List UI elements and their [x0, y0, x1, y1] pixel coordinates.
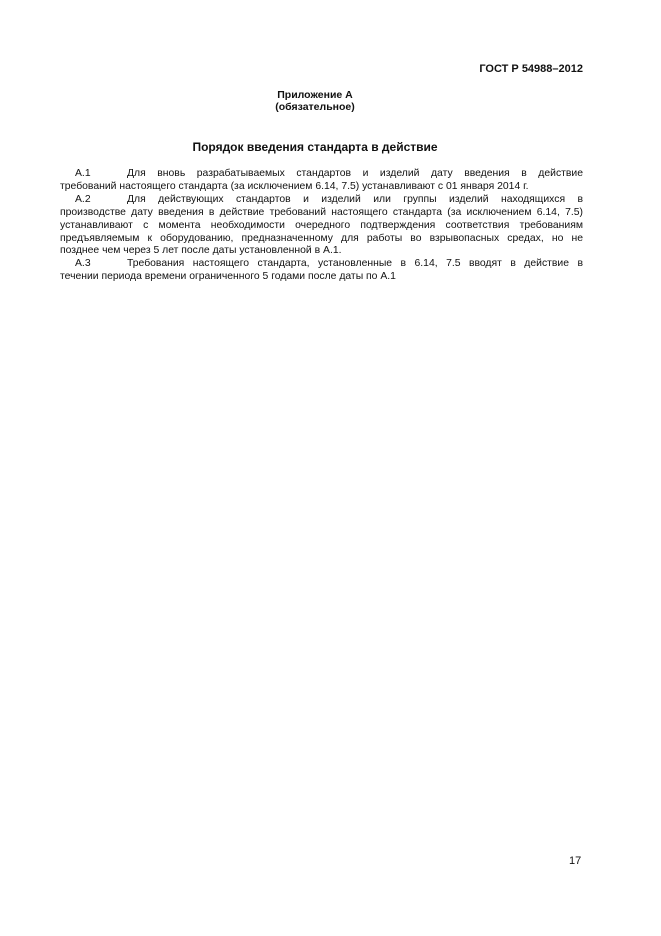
- text-line: [60, 194, 583, 207]
- page-number: 17: [569, 855, 582, 867]
- text-line: [60, 258, 583, 271]
- appendix-heading: [0, 89, 630, 113]
- text-line: позднее чем через 5 лет после даты установленной в А.1.: [60, 245, 342, 257]
- appendix-status: (обязательное): [275, 101, 355, 113]
- paragraph-a3: [60, 258, 583, 284]
- text-line: требований настоящего стандарта (за исключением 6.14, 7.5) устанавливают с 01 января 2014 г.: [60, 180, 529, 192]
- text-line: устанавливают с момента необходимости очередного подтверждения соответствия требованиям: [60, 219, 583, 231]
- document-body: [60, 168, 583, 284]
- text-line: [60, 168, 583, 181]
- text-line: предъявляемым к оборудованию, предназначенному для работы во взрывопасных средах, но не: [60, 232, 583, 244]
- text-line-content: Для вновь разрабатываемых стандартов и изделий дату введения в действие: [127, 168, 583, 179]
- text-line-content: Требования настоящего стандарта, установленные в 6.14, 7.5 вводят в действие в: [127, 258, 583, 270]
- text-line: течении периода времени ограниченного 5 годами после даты по А.1: [60, 271, 396, 283]
- section-heading: Порядок введения стандарта в действие: [192, 140, 438, 154]
- clause-number: А.1: [75, 168, 91, 179]
- document-code: ГОСТ Р 54988–2012: [479, 63, 583, 75]
- text-line: производстве дату введения в действие требований настоящего стандарта (за исключением 6.14, 7.5): [60, 206, 583, 218]
- appendix-title: Приложение А: [277, 89, 353, 101]
- paragraph-a2: [60, 194, 583, 259]
- clause-number: А.2: [75, 193, 91, 205]
- clause-number: А.3: [75, 258, 91, 270]
- text-line-content: Для действующих стандартов и изделий или группы изделий находящихся в: [127, 193, 583, 205]
- paragraph-a1: [60, 168, 583, 194]
